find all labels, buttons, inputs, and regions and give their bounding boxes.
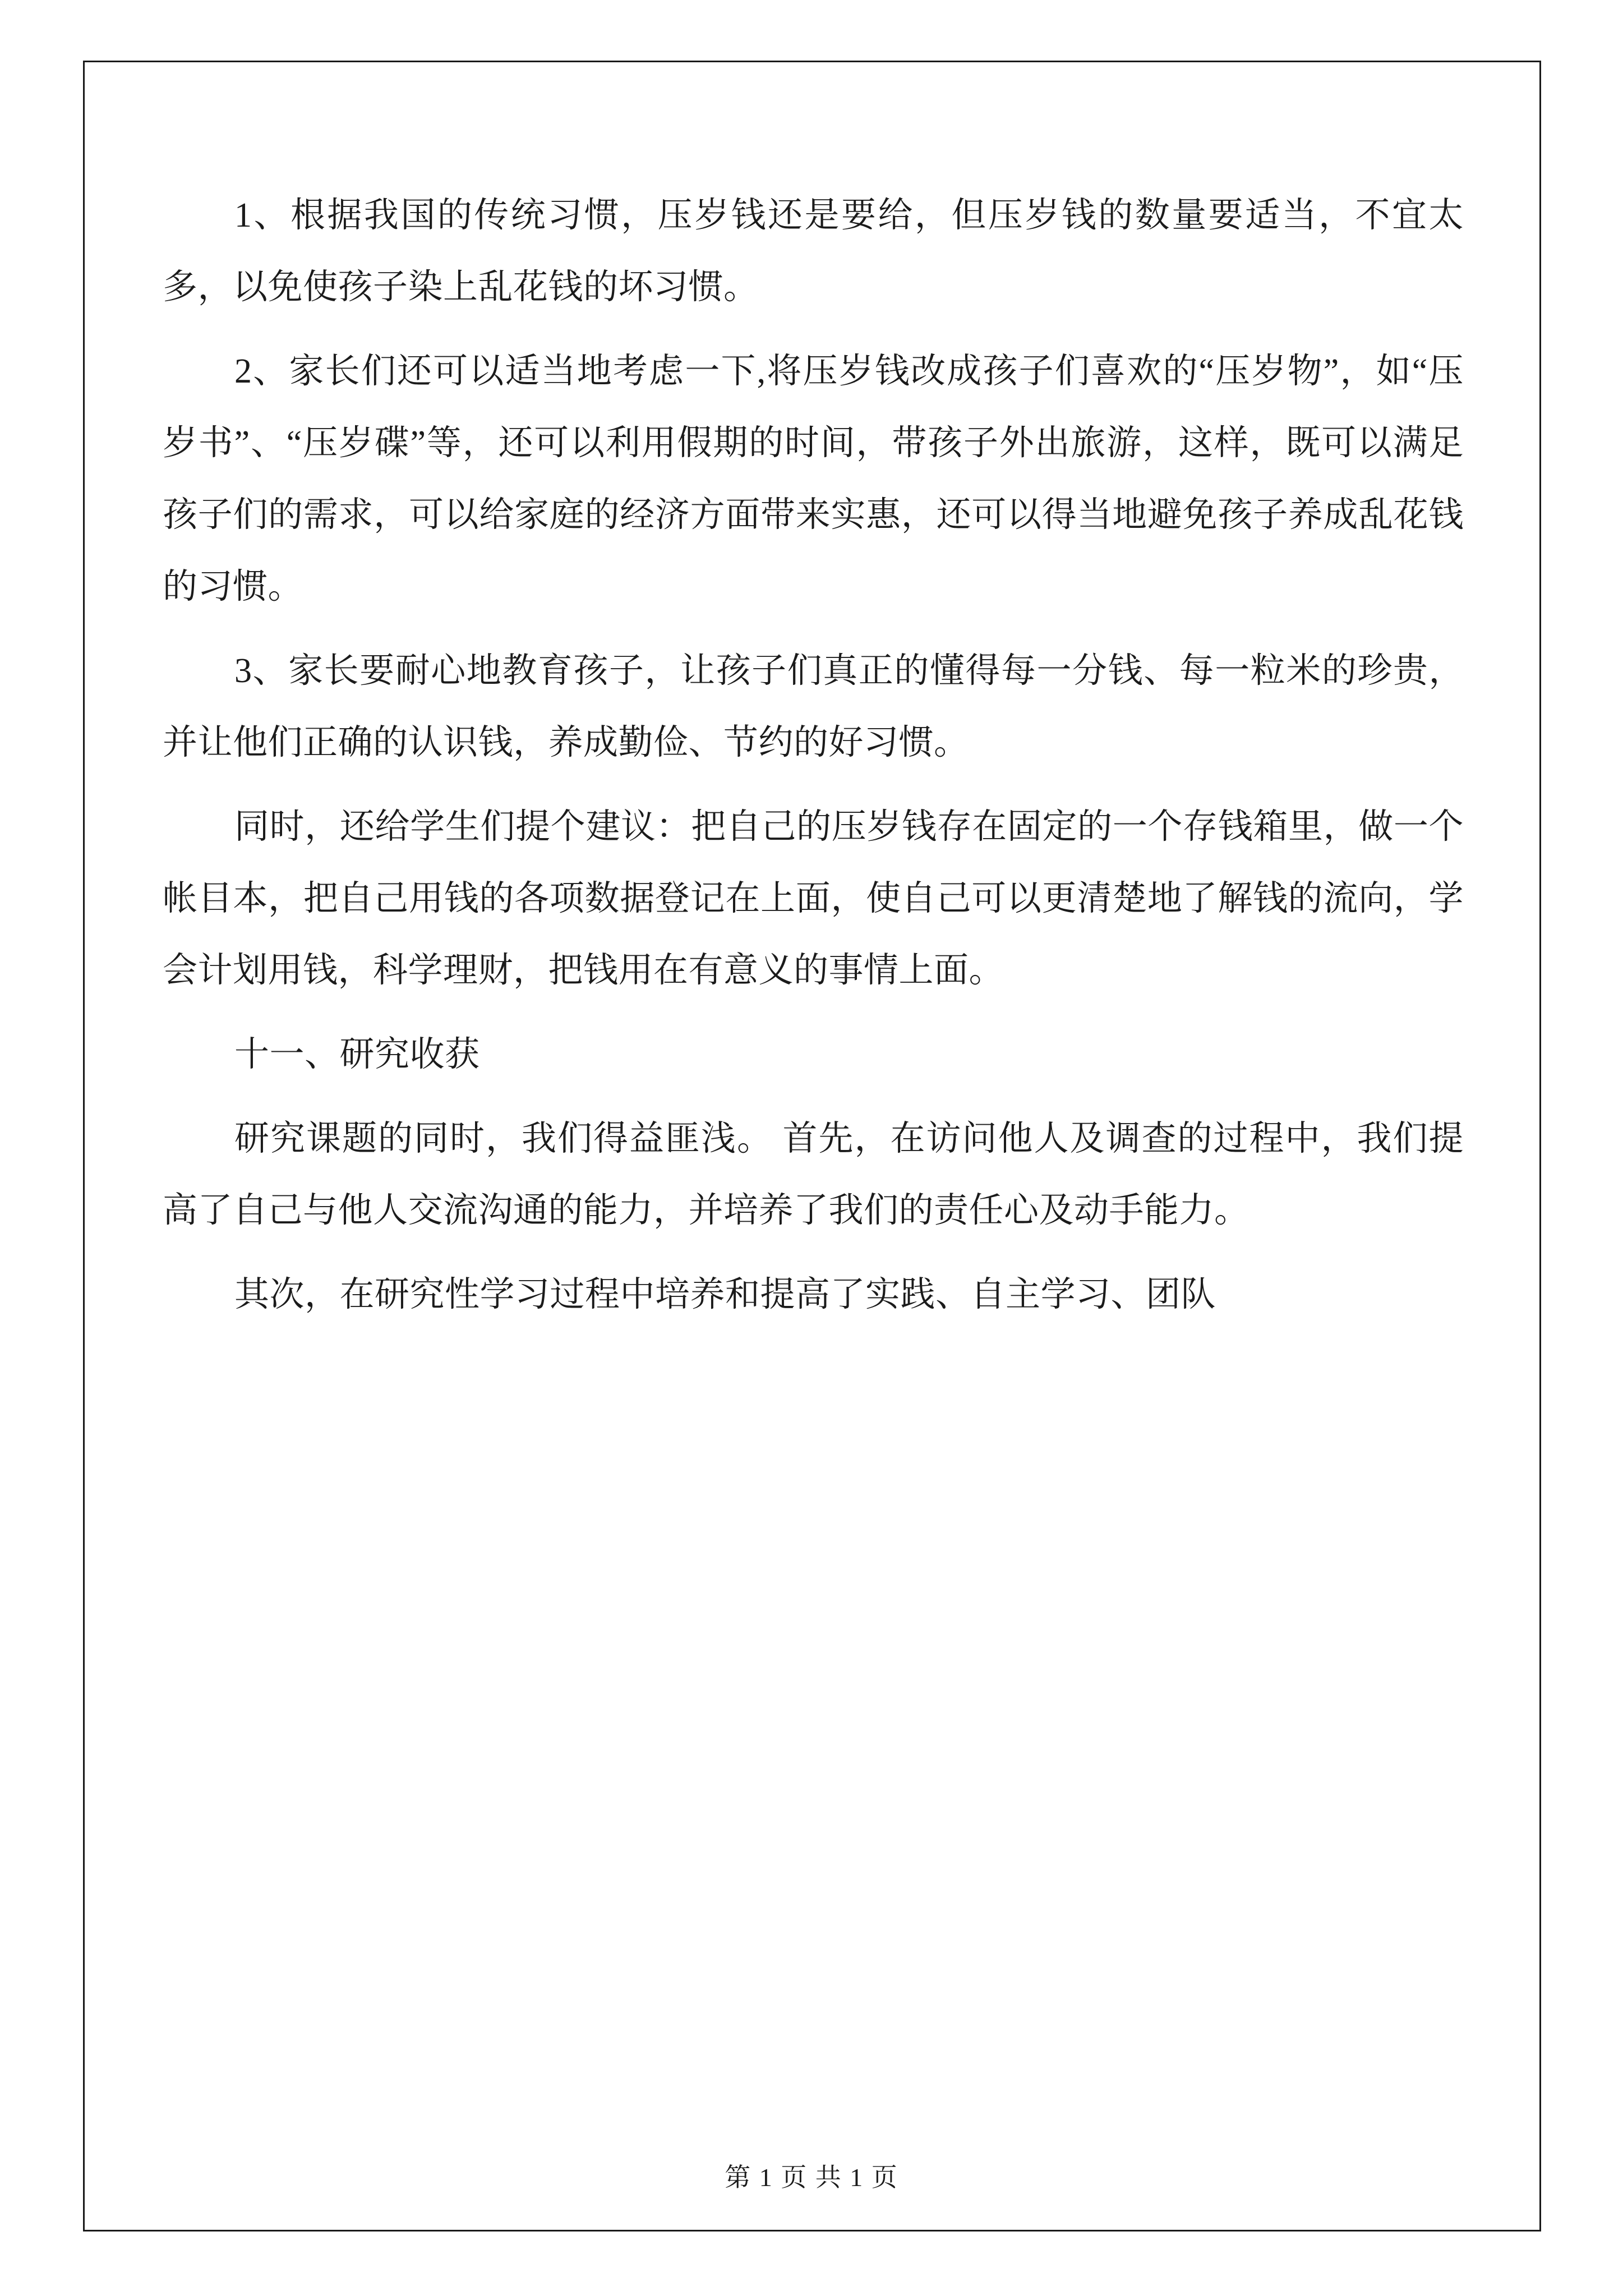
page-footer: 第 1 页 共 1 页 — [725, 2163, 898, 2192]
paragraph-1: 1、根据我国的传统习惯，压岁钱还是要给，但压岁钱的数量要适当，不宜太多，以免使孩子染上乱花钱的坏习惯。 — [163, 196, 1464, 306]
paragraph-6: 研究课题的同时，我们得益匪浅。 首先，在访问他人及调查的过程中，我们提高了自己与他人交流沟通的能力，并培养了我们的责任心及动手能力。 — [163, 1120, 1464, 1230]
paragraph-3: 3、家长要耐心地教育孩子，让孩子们真正的懂得每一分钱、每一粒米的珍贵，并让他们正确的认识钱，养成勤俭、节约的好习惯。 — [163, 652, 1464, 762]
paragraph-7: 其次，在研究性学习过程中培养和提高了实践、自主学习、团队 — [234, 1276, 1216, 1314]
paragraph-4: 同时，还给学生们提个建议：把自己的压岁钱存在固定的一个存钱箱里，做一个帐目本，把自己用钱的各项数据登记在上面，使自己可以更清楚地了解钱的流向，学会计划用钱，科学理财，把钱用在有意义的事情上面。 — [163, 808, 1464, 990]
document-body — [163, 180, 1464, 1343]
paragraph-2: 2、家长们还可以适当地考虑一下,将压岁钱改成孩子们喜欢的“压岁物”，如“压岁书”、“压岁碟”等，还可以利用假期的时间，带孩子外出旅游，这样，既可以满足孩子们的需求，可以给家庭的经济方面带来实惠，还可以得当地避免孩子养成乱花钱的习惯。 — [163, 352, 1464, 606]
section-heading-eleven: 十一、研究收获 — [234, 1036, 480, 1074]
